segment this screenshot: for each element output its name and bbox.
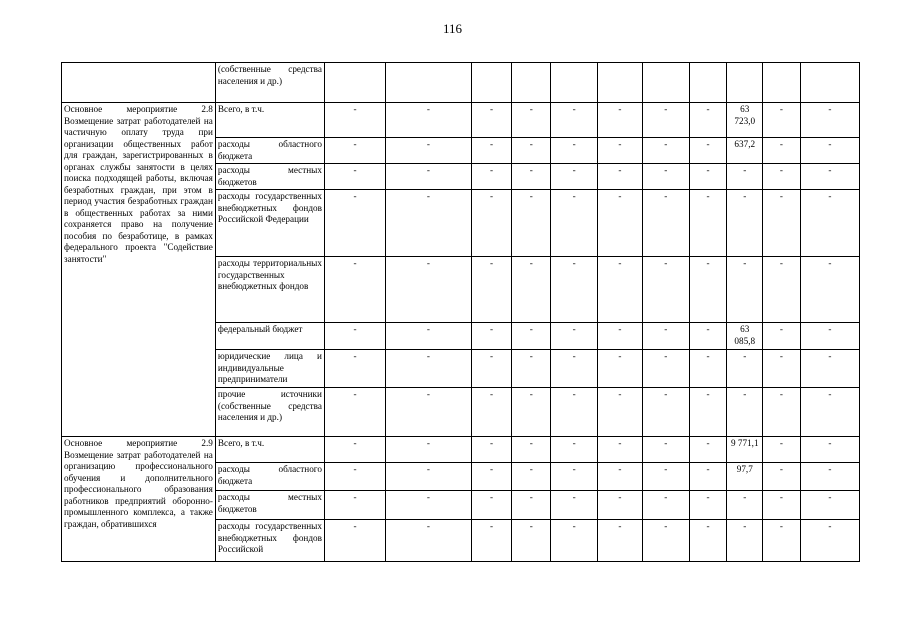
value-cell (386, 63, 472, 103)
value-cell: - (689, 257, 727, 323)
value-cell: - (642, 520, 689, 562)
value-cell: - (512, 164, 551, 190)
value-cell: - (800, 520, 859, 562)
budget-table (61, 62, 860, 562)
value-cell: - (512, 103, 551, 138)
value-cell: - (324, 257, 385, 323)
value-cell (512, 63, 551, 103)
value-cell: - (598, 437, 643, 463)
value-cell: - (800, 463, 859, 491)
value-cell: - (689, 350, 727, 388)
value-cell: - (512, 437, 551, 463)
value-cell: - (763, 491, 801, 520)
value-cell: - (727, 520, 763, 562)
value-cell (763, 63, 801, 103)
value-cell: - (324, 164, 385, 190)
value-cell: - (727, 257, 763, 323)
value-cell: - (763, 190, 801, 257)
value-cell: - (551, 463, 598, 491)
value-cell: - (324, 350, 385, 388)
value-cell: - (689, 463, 727, 491)
value-cell: - (512, 350, 551, 388)
value-cell: - (598, 138, 643, 164)
value-cell: - (324, 190, 385, 257)
value-cell: - (471, 323, 512, 350)
value-cell: - (642, 164, 689, 190)
value-cell: - (642, 257, 689, 323)
value-cell (689, 63, 727, 103)
measure-title-cell: Основное мероприятие 2.9 Возмещение затрат работодателей на организацию профессионального обучения и дополнительного профессионального образования работников предприятий оборонно-промышленного комплекса, а также граждан, обратившихся (62, 437, 216, 562)
value-cell: - (763, 164, 801, 190)
value-cell: - (727, 491, 763, 520)
value-cell: - (471, 520, 512, 562)
value-cell: - (642, 350, 689, 388)
value-cell: - (551, 388, 598, 437)
value-cell: - (386, 138, 472, 164)
source-cell: расходы областного бюджета (215, 138, 324, 164)
value-cell: - (642, 388, 689, 437)
measure-cell-empty (62, 63, 216, 103)
source-cell: Всего, в т.ч. (215, 103, 324, 138)
source-cell: расходы местных бюджетов (215, 491, 324, 520)
value-cell: - (642, 138, 689, 164)
value-cell: - (598, 103, 643, 138)
value-cell: - (763, 520, 801, 562)
value-cell: - (763, 103, 801, 138)
value-cell: - (763, 257, 801, 323)
source-cell: расходы областного бюджета (215, 463, 324, 491)
value-cell: 9 771,1 (727, 437, 763, 463)
value-cell: - (642, 437, 689, 463)
value-cell: - (689, 491, 727, 520)
value-cell: - (800, 323, 859, 350)
value-cell: - (324, 103, 385, 138)
value-cell: 63 085,8 (727, 323, 763, 350)
value-cell: - (386, 164, 472, 190)
value-cell: - (386, 437, 472, 463)
value-cell: - (689, 520, 727, 562)
source-cell: юридические лица и индивидуальные предприниматели (215, 350, 324, 388)
value-cell: - (642, 463, 689, 491)
value-cell: - (471, 388, 512, 437)
value-cell: - (689, 388, 727, 437)
table-row (62, 63, 860, 103)
value-cell: - (598, 190, 643, 257)
value-cell: - (598, 164, 643, 190)
value-cell: - (598, 323, 643, 350)
value-cell: - (642, 190, 689, 257)
value-cell: - (800, 164, 859, 190)
value-cell: - (324, 138, 385, 164)
value-cell: - (386, 323, 472, 350)
value-cell: - (324, 437, 385, 463)
value-cell: - (763, 388, 801, 437)
value-cell: - (598, 350, 643, 388)
value-cell: - (386, 491, 472, 520)
value-cell: - (471, 164, 512, 190)
value-cell: - (689, 190, 727, 257)
value-cell: 637,2 (727, 138, 763, 164)
value-cell: - (324, 463, 385, 491)
value-cell: - (727, 388, 763, 437)
value-cell: - (800, 350, 859, 388)
value-cell: - (689, 138, 727, 164)
table-row (62, 437, 860, 463)
value-cell: - (471, 257, 512, 323)
source-cell: Всего, в т.ч. (215, 437, 324, 463)
value-cell: - (471, 190, 512, 257)
value-cell: - (551, 257, 598, 323)
value-cell: - (512, 323, 551, 350)
value-cell: - (763, 138, 801, 164)
value-cell: - (598, 257, 643, 323)
value-cell: - (471, 138, 512, 164)
value-cell: - (512, 138, 551, 164)
value-cell: - (512, 491, 551, 520)
value-cell: - (551, 138, 598, 164)
value-cell: - (727, 190, 763, 257)
value-cell: - (689, 323, 727, 350)
value-cell: - (324, 491, 385, 520)
value-cell (551, 63, 598, 103)
value-cell: - (471, 103, 512, 138)
source-cell: расходы государственных внебюджетных фондов Российской Федерации (215, 190, 324, 257)
source-cell: федеральный бюджет (215, 323, 324, 350)
value-cell: - (598, 520, 643, 562)
value-cell: - (512, 388, 551, 437)
value-cell: - (642, 323, 689, 350)
value-cell: - (763, 350, 801, 388)
value-cell (727, 63, 763, 103)
value-cell: - (471, 437, 512, 463)
value-cell: - (386, 190, 472, 257)
value-cell: 97,7 (727, 463, 763, 491)
value-cell: - (512, 257, 551, 323)
value-cell: - (324, 323, 385, 350)
value-cell: - (512, 520, 551, 562)
value-cell: - (386, 103, 472, 138)
value-cell: - (763, 437, 801, 463)
value-cell (598, 63, 643, 103)
source-cell: расходы территориальных государственных внебюджетных фондов (215, 257, 324, 323)
value-cell: - (598, 491, 643, 520)
value-cell: - (512, 190, 551, 257)
value-cell: - (386, 520, 472, 562)
value-cell: - (763, 323, 801, 350)
value-cell: - (551, 103, 598, 138)
source-cell: расходы местных бюджетов (215, 164, 324, 190)
value-cell: - (800, 190, 859, 257)
value-cell (800, 63, 859, 103)
value-cell: - (598, 388, 643, 437)
value-cell: - (800, 138, 859, 164)
value-cell: - (689, 437, 727, 463)
value-cell (471, 63, 512, 103)
table-row (62, 103, 860, 138)
value-cell: - (512, 463, 551, 491)
value-cell: - (471, 463, 512, 491)
value-cell: - (471, 350, 512, 388)
value-cell: - (386, 463, 472, 491)
value-cell (324, 63, 385, 103)
value-cell: - (324, 520, 385, 562)
measure-title-cell: Основное мероприятие 2.8 Возмещение затрат работодателей на частичную оплату труда при организации общественных работ для граждан, зарегистрированных в органах службы занятости в целях поиска подходящей работы, включая безработных граждан, при этом в период участия безработных граждан в общественных работах за ними сохраняется право на получение пособия по безработице, в рамках федерального проекта "Содействие занятости" (62, 103, 216, 437)
source-cell: (собственные средства населения и др.) (215, 63, 324, 103)
value-cell: - (598, 463, 643, 491)
value-cell: - (800, 103, 859, 138)
value-cell: - (800, 491, 859, 520)
value-cell: 63 723,0 (727, 103, 763, 138)
page-number: 116 (442, 21, 463, 36)
value-cell: - (386, 257, 472, 323)
value-cell: - (727, 164, 763, 190)
value-cell: - (551, 491, 598, 520)
value-cell: - (471, 491, 512, 520)
value-cell: - (386, 388, 472, 437)
value-cell: - (324, 388, 385, 437)
value-cell: - (551, 437, 598, 463)
source-cell: расходы государственных внебюджетных фондов Российской (215, 520, 324, 562)
value-cell: - (386, 350, 472, 388)
value-cell: - (800, 257, 859, 323)
value-cell: - (800, 437, 859, 463)
value-cell: - (551, 190, 598, 257)
value-cell: - (763, 463, 801, 491)
value-cell: - (642, 491, 689, 520)
value-cell: - (551, 164, 598, 190)
value-cell: - (689, 103, 727, 138)
value-cell: - (551, 323, 598, 350)
value-cell (642, 63, 689, 103)
value-cell: - (727, 350, 763, 388)
source-cell: прочие источники (собственные средства населения и др.) (215, 388, 324, 437)
value-cell: - (551, 350, 598, 388)
value-cell: - (642, 103, 689, 138)
table-body (62, 63, 860, 562)
value-cell: - (800, 388, 859, 437)
value-cell: - (689, 164, 727, 190)
value-cell: - (551, 520, 598, 562)
